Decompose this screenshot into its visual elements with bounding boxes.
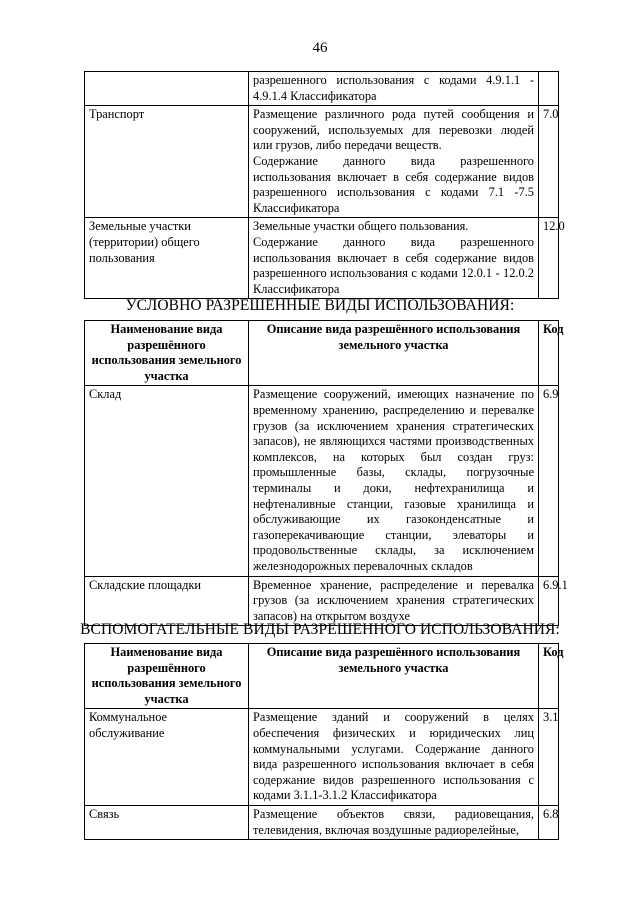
column-header-name: Наименование вида разрешённого использования земельного участка bbox=[85, 644, 249, 709]
table-row bbox=[85, 576, 559, 626]
column-header-name: Наименование вида разрешённого использования земельного участка bbox=[85, 321, 249, 386]
use-name: Складские площадки bbox=[85, 576, 249, 626]
use-name: Связь bbox=[85, 805, 249, 839]
use-name: Земельные участки (территории) общего пользования bbox=[85, 218, 249, 299]
column-header-description: Описание вида разрешённого использования земельного участка bbox=[249, 321, 539, 386]
table-row bbox=[85, 106, 559, 218]
use-code: 6.9.1 bbox=[539, 576, 559, 626]
use-description: Временное хранение, распределение и перевалка грузов (за исключением хранения стратегических запасов) на открытом воздухе bbox=[249, 576, 539, 626]
column-header-code: Код bbox=[539, 321, 559, 386]
use-description: разрешенного использования с кодами 4.9.1.1 - 4.9.1.4 Классификатора bbox=[249, 72, 539, 106]
use-code: 6.9 bbox=[539, 386, 559, 576]
page-number: 46 bbox=[312, 40, 328, 56]
column-header-code: Код bbox=[539, 644, 559, 709]
table-header-row bbox=[85, 644, 559, 709]
use-description: Размещение зданий и сооружений в целях обеспечения физических и юридических лиц коммунальными услугами. Содержание данного вида разрешенного использования включает в себя содержание видов разрешенного использования с кодами 3.1.1-3.1.2 Классификатора bbox=[249, 709, 539, 806]
table-row bbox=[85, 218, 559, 299]
table-row bbox=[85, 805, 559, 839]
use-name bbox=[85, 72, 249, 106]
use-name: Склад bbox=[85, 386, 249, 576]
use-code: 12.0 bbox=[539, 218, 559, 299]
use-name: Коммунальное обслуживание bbox=[85, 709, 249, 806]
section-title-auxiliary: ВСПОМОГАТЕЛЬНЫЕ ВИДЫ РАЗРЕШЕННОГО ИСПОЛЬЗОВАНИЯ: bbox=[80, 621, 560, 638]
table-row bbox=[85, 386, 559, 576]
conditional-uses-table bbox=[84, 320, 568, 626]
use-code: 3.1 bbox=[539, 709, 559, 806]
table-row bbox=[85, 709, 559, 806]
section-title-conditional: УСЛОВНО РАЗРЕШЕННЫЕ ВИДЫ ИСПОЛЬЗОВАНИЯ: bbox=[125, 297, 515, 314]
table-row bbox=[85, 72, 559, 106]
use-code: 7.0 bbox=[539, 106, 559, 218]
uses-table-continued bbox=[84, 71, 565, 299]
column-header-description: Описание вида разрешённого использования земельного участка bbox=[249, 644, 539, 709]
use-description: Размещение сооружений, имеющих назначение по временному хранению, распределению и перевалке грузов (за исключением хранения стратегических запасов), не являющихся частями производственных комплексов, на которых был создан груз: промышленные базы, склады, погрузочные терминалы и доки, нефтехранилища и нефтеналивные станции, газовые хранилища и обслуживающие их газоконденсатные и газоперекачивающие станции, элеваторы и продовольственные склады, за исключением железнодорожных перевалочных складов bbox=[249, 386, 539, 576]
use-description: Размещение объектов связи, радиовещания, телевидения, включая воздушные радиорелейные, bbox=[249, 805, 539, 839]
use-name: Транспорт bbox=[85, 106, 249, 218]
use-description: Размещение различного рода путей сообщения и сооружений, используемых для перевозки людей или грузов, либо передачи веществ. Содержание данного вида разрешенного использования включает в себя содержание видов разрешенного использования с кодами 7.1 -7.5 Классификатора bbox=[249, 106, 539, 218]
auxiliary-uses-table bbox=[84, 643, 564, 840]
use-code bbox=[539, 72, 559, 106]
use-code: 6.8 bbox=[539, 805, 559, 839]
use-description: Земельные участки общего пользования. Содержание данного вида разрешенного использования включает в себя содержание видов разрешенного использования с кодами 12.0.1 - 12.0.2 Классификатора bbox=[249, 218, 539, 299]
table-header-row bbox=[85, 321, 559, 386]
